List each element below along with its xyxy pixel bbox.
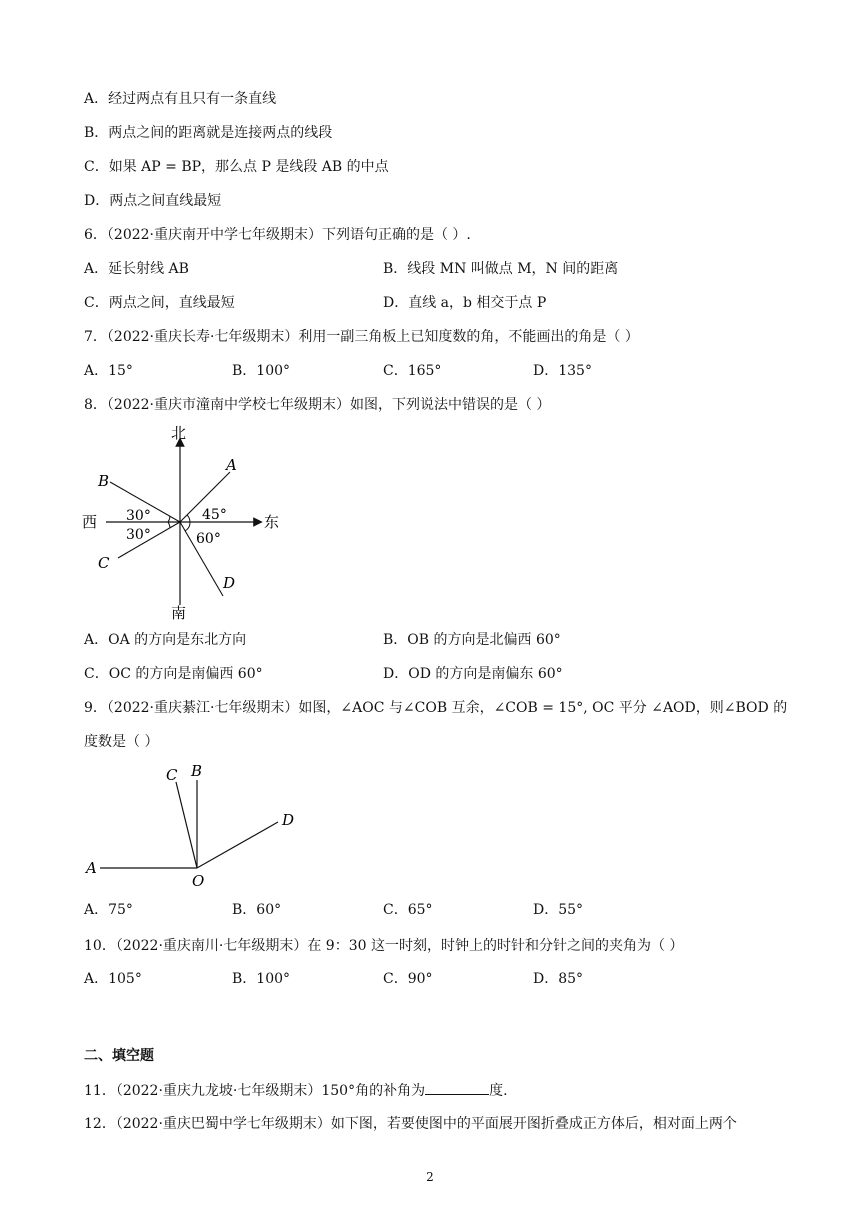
label-a: A — [86, 859, 97, 877]
q6-option-a: A．延长射线 AB — [84, 261, 189, 277]
angle-label-b: 30° — [126, 508, 151, 524]
q9-option-c: C．65° — [383, 902, 433, 918]
q6-option-d: D．直线 a，b 相交于点 P — [383, 295, 547, 311]
ray-od — [197, 822, 278, 868]
angle-label-d: 60° — [196, 531, 221, 547]
label-south: 南 — [171, 604, 187, 620]
q9-angle-figure — [80, 758, 310, 893]
q7-option-a: A．15° — [84, 363, 133, 379]
arc-b — [168, 516, 170, 522]
q5-option-c: C．如果 AP = BP，那么点 P 是线段 AB 的中点 — [84, 159, 389, 175]
label-b: B — [98, 472, 110, 490]
q10-option-b: B．100° — [232, 971, 291, 987]
label-west: 西 — [82, 513, 98, 531]
q5-option-b: B．两点之间的距离就是连接两点的线段 — [84, 125, 333, 141]
q10-option-c: C．90° — [383, 971, 433, 987]
q8-stem: 8．（2022·重庆市潼南中学校七年级期末）如图，下列说法中错误的是（ ） — [84, 397, 551, 413]
section-title: 二、填空题 — [84, 1048, 154, 1064]
q7-option-d: D．135° — [533, 363, 592, 379]
arc-c — [168, 522, 170, 528]
q12-stem: 12．（2022·重庆巴蜀中学七年级期末）如下图，若要使图中的平面展开图折叠成正方体后，相对面上两个 — [84, 1116, 737, 1132]
q8-option-d: D．OD 的方向是南偏东 60° — [383, 666, 563, 682]
q6-option-c: C．两点之间，直线最短 — [84, 295, 235, 311]
label-a: A — [226, 456, 237, 474]
q8-option-c: C．OC 的方向是南偏西 60° — [84, 666, 263, 682]
arc-a — [187, 515, 190, 522]
label-north: 北 — [171, 424, 187, 442]
label-c: C — [166, 766, 178, 784]
q11-text-after: 度. — [489, 1083, 508, 1099]
q7-stem: 7．（2022·重庆长寿·七年级期末）利用一副三角板上已知度数的角，不能画出的角是（ ） — [84, 329, 639, 345]
q8-option-a: A．OA 的方向是东北方向 — [84, 632, 247, 648]
q8-option-b: B．OB 的方向是北偏西 60° — [383, 632, 561, 648]
q7-option-b: B．100° — [232, 363, 291, 379]
q7-option-c: C．165° — [383, 363, 442, 379]
q9-option-a: A．75° — [84, 902, 133, 918]
label-d: D — [223, 574, 236, 592]
label-d: D — [282, 811, 295, 829]
label-o: O — [192, 872, 205, 890]
q11-text-before: 11．（2022·重庆九龙坡·七年级期末）150°角的补角为 — [84, 1083, 426, 1099]
q11-stem — [84, 1080, 508, 1101]
q5-option-a: A．经过两点有且只有一条直线 — [84, 91, 277, 107]
label-east: 东 — [264, 513, 280, 531]
ray-oc — [176, 782, 197, 868]
q11-answer-blank[interactable] — [425, 1080, 489, 1095]
q6-option-b: B．线段 MN 叫做点 M，N 间的距离 — [383, 261, 619, 277]
q10-stem: 10．（2022·重庆南川·七年级期末）在 9：30 这一时刻，时钟上的时针和分针之间的夹角为（ ） — [84, 938, 684, 954]
q5-option-d: D．两点之间直线最短 — [84, 193, 222, 209]
label-c: C — [98, 554, 110, 572]
page-number: 2 — [426, 1170, 434, 1184]
label-b: B — [191, 762, 203, 780]
q8-compass-figure — [78, 420, 298, 620]
angle-label-a: 45° — [202, 507, 227, 523]
q10-option-a: A．105° — [84, 971, 142, 987]
q10-option-d: D．85° — [533, 971, 584, 987]
q9-option-d: D．55° — [533, 902, 584, 918]
angle-label-c: 30° — [126, 527, 151, 543]
arc-d — [185, 522, 190, 531]
q6-stem: 6．（2022·重庆南开中学七年级期末）下列语句正确的是（ ）. — [84, 227, 471, 243]
q9-stem-line2: 度数是（ ） — [84, 734, 159, 750]
q9-option-b: B．60° — [232, 902, 282, 918]
q9-stem-line1: 9．（2022·重庆綦江·七年级期末）如图，∠AOC 与∠COB 互余，∠COB = 15°, OC 平分 ∠AOD，则∠BOD 的 — [84, 700, 788, 716]
